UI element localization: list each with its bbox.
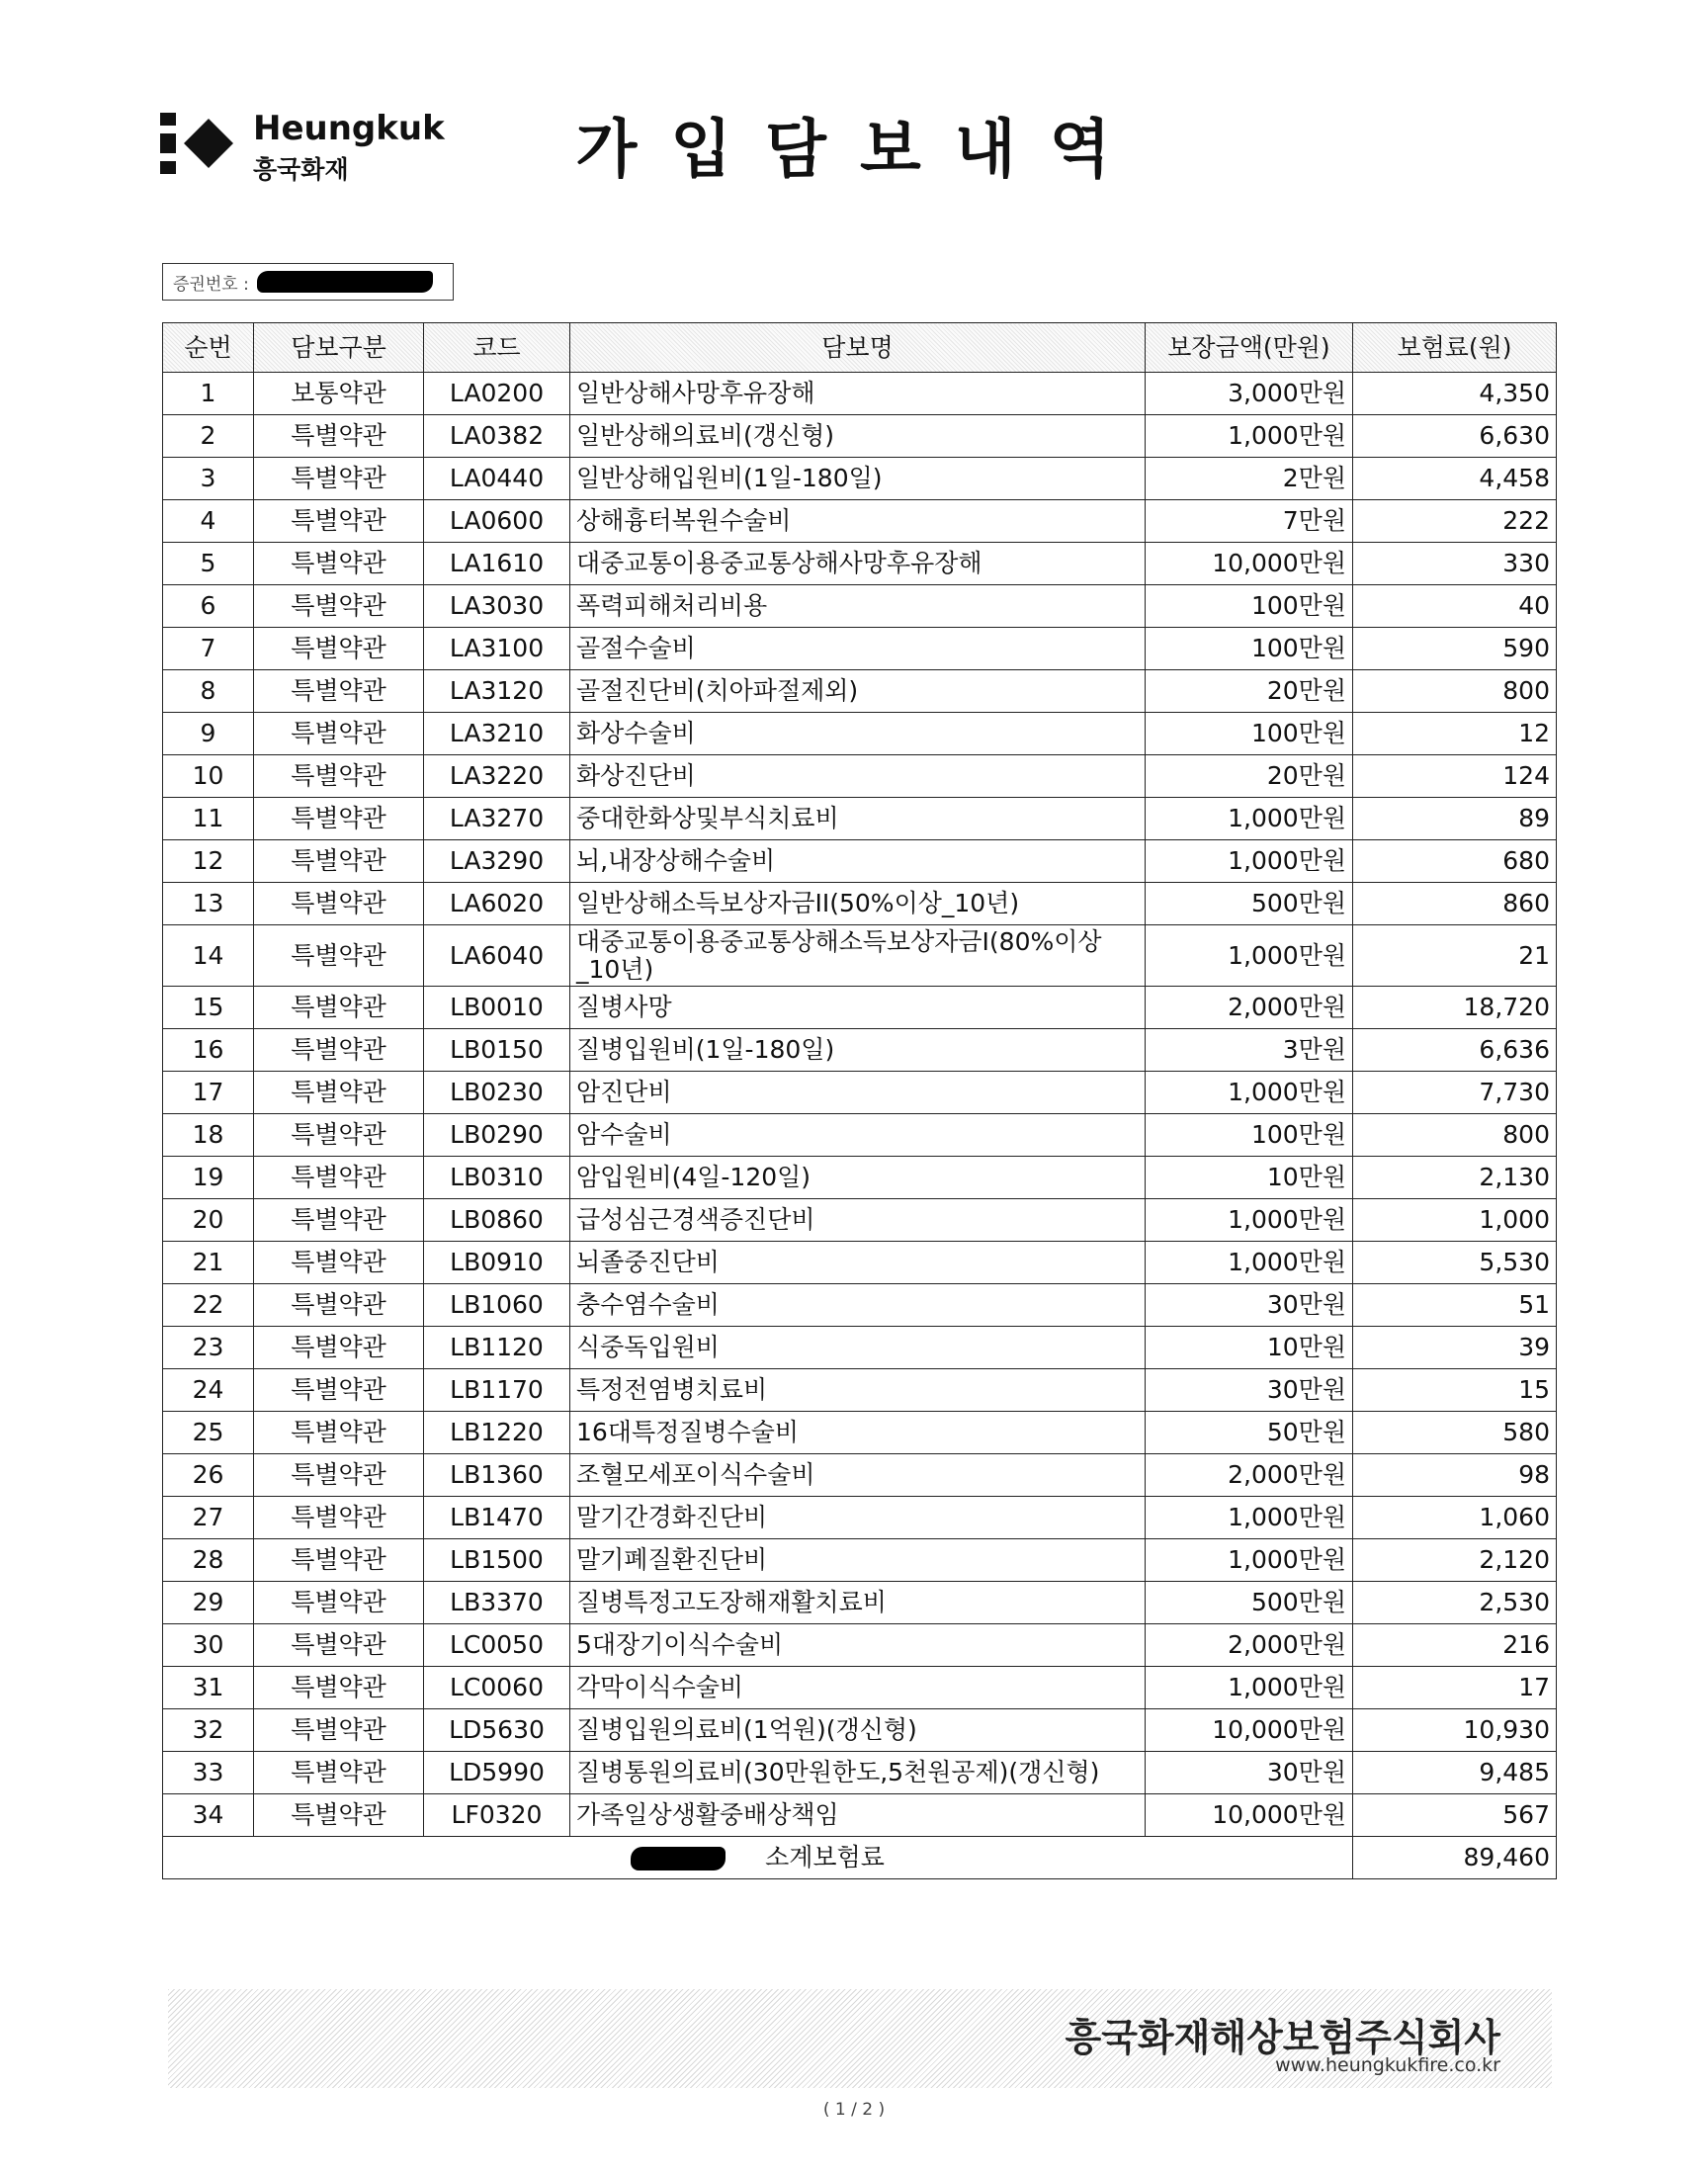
cell-name: 특정전염병치료비 (570, 1369, 1146, 1412)
cell-no: 33 (163, 1752, 254, 1794)
cell-amount: 7만원 (1146, 500, 1353, 543)
cell-amount: 30만원 (1146, 1752, 1353, 1794)
cell-name: 질병입원비(1일-180일) (570, 1029, 1146, 1072)
cell-no: 10 (163, 755, 254, 798)
cell-no: 7 (163, 628, 254, 670)
cell-amount: 10,000만원 (1146, 1794, 1353, 1837)
cell-name: 화상진단비 (570, 755, 1146, 798)
table-row (163, 1497, 1557, 1539)
cell-amount: 3,000만원 (1146, 373, 1353, 415)
cell-name: 각막이식수술비 (570, 1667, 1146, 1709)
table-row (163, 1369, 1557, 1412)
cell-premium: 860 (1353, 883, 1557, 925)
cell-type: 특별약관 (254, 458, 424, 500)
cell-name: 16대특정질병수술비 (570, 1412, 1146, 1454)
cell-type: 특별약관 (254, 1582, 424, 1624)
cell-amount: 30만원 (1146, 1284, 1353, 1327)
cell-amount: 10만원 (1146, 1157, 1353, 1199)
cell-type: 특별약관 (254, 415, 424, 458)
cell-no: 32 (163, 1709, 254, 1752)
cell-code: LA0600 (424, 500, 570, 543)
cell-type: 특별약관 (254, 1667, 424, 1709)
cell-premium: 2,130 (1353, 1157, 1557, 1199)
table-row (163, 1794, 1557, 1837)
cell-no: 8 (163, 670, 254, 713)
cell-amount: 2,000만원 (1146, 1454, 1353, 1497)
cell-code: LB1060 (424, 1284, 570, 1327)
table-row (163, 1709, 1557, 1752)
cell-type: 특별약관 (254, 500, 424, 543)
column-header-amount: 보장금액(만원) (1146, 323, 1353, 373)
cell-code: LA0382 (424, 415, 570, 458)
table-row (163, 500, 1557, 543)
cell-no: 21 (163, 1242, 254, 1284)
cell-premium: 18,720 (1353, 987, 1557, 1029)
cell-premium: 7,730 (1353, 1072, 1557, 1114)
cell-type: 특별약관 (254, 1157, 424, 1199)
table-row (163, 755, 1557, 798)
subtotal-label-cell (163, 1837, 1353, 1879)
cell-code: LF0320 (424, 1794, 570, 1837)
table-row (163, 1582, 1557, 1624)
cell-no: 12 (163, 840, 254, 883)
cell-code: LA1610 (424, 543, 570, 585)
table-row (163, 1412, 1557, 1454)
subtotal-row (163, 1837, 1557, 1879)
cell-type: 특별약관 (254, 1114, 424, 1157)
cell-amount: 20만원 (1146, 670, 1353, 713)
cell-type: 특별약관 (254, 543, 424, 585)
cell-no: 24 (163, 1369, 254, 1412)
redacted-policy-number (257, 271, 433, 293)
cell-name: 폭력피해처리비용 (570, 585, 1146, 628)
cell-amount: 100만원 (1146, 713, 1353, 755)
cell-premium: 21 (1353, 925, 1557, 987)
cell-premium: 15 (1353, 1369, 1557, 1412)
cell-amount: 1,000만원 (1146, 798, 1353, 840)
cell-amount: 500만원 (1146, 1582, 1353, 1624)
cell-type: 특별약관 (254, 1327, 424, 1369)
footer-company-url: www.heungkukfire.co.kr (1275, 2054, 1500, 2076)
cell-type: 특별약관 (254, 1624, 424, 1667)
cell-no: 14 (163, 925, 254, 987)
table-row (163, 670, 1557, 713)
table-row (163, 458, 1557, 500)
cell-no: 13 (163, 883, 254, 925)
table-row (163, 415, 1557, 458)
cell-code: LC0060 (424, 1667, 570, 1709)
cell-code: LB1220 (424, 1412, 570, 1454)
cell-code: LB0230 (424, 1072, 570, 1114)
cell-code: LA3270 (424, 798, 570, 840)
cell-no: 15 (163, 987, 254, 1029)
cell-type: 특별약관 (254, 628, 424, 670)
cell-code: LA6020 (424, 883, 570, 925)
cell-name: 중대한화상및부식치료비 (570, 798, 1146, 840)
table-row (163, 585, 1557, 628)
cell-type: 특별약관 (254, 798, 424, 840)
cell-type: 특별약관 (254, 670, 424, 713)
cell-type: 특별약관 (254, 840, 424, 883)
cell-amount: 100만원 (1146, 1114, 1353, 1157)
table-row (163, 840, 1557, 883)
cell-no: 2 (163, 415, 254, 458)
cell-type: 특별약관 (254, 1454, 424, 1497)
cell-amount: 100만원 (1146, 628, 1353, 670)
cell-amount: 10만원 (1146, 1327, 1353, 1369)
cell-no: 22 (163, 1284, 254, 1327)
cell-amount: 1,000만원 (1146, 840, 1353, 883)
cell-no: 17 (163, 1072, 254, 1114)
cell-code: LD5630 (424, 1709, 570, 1752)
cell-no: 18 (163, 1114, 254, 1157)
cell-premium: 5,530 (1353, 1242, 1557, 1284)
cell-code: LA6040 (424, 925, 570, 987)
document-title: 가입담보내역 (575, 114, 1145, 187)
heungkuk-logo-icon (160, 113, 235, 174)
cell-premium: 98 (1353, 1454, 1557, 1497)
cell-code: LA0200 (424, 373, 570, 415)
cell-premium: 2,120 (1353, 1539, 1557, 1582)
cell-code: LB1470 (424, 1497, 570, 1539)
cell-name: 일반상해사망후유장해 (570, 373, 1146, 415)
cell-type: 특별약관 (254, 1242, 424, 1284)
cell-type: 특별약관 (254, 1794, 424, 1837)
footer-band (168, 1989, 1552, 2088)
footer-company-name: 흥국화재해상보험주식회사 (1065, 2016, 1500, 2059)
table-row (163, 1199, 1557, 1242)
cell-premium: 17 (1353, 1667, 1557, 1709)
cell-premium: 216 (1353, 1624, 1557, 1667)
cell-premium: 6,636 (1353, 1029, 1557, 1072)
cell-amount: 1,000만원 (1146, 1539, 1353, 1582)
cell-code: LA3100 (424, 628, 570, 670)
cell-amount: 20만원 (1146, 755, 1353, 798)
cell-type: 특별약관 (254, 1709, 424, 1752)
cell-name: 뇌,내장상해수술비 (570, 840, 1146, 883)
page-number: ( 1 / 2 ) (822, 2100, 886, 2120)
cell-no: 27 (163, 1497, 254, 1539)
table-row (163, 1029, 1557, 1072)
cell-code: LA3210 (424, 713, 570, 755)
cell-premium: 124 (1353, 755, 1557, 798)
cell-amount: 2,000만원 (1146, 987, 1353, 1029)
cell-amount: 2만원 (1146, 458, 1353, 500)
cell-premium: 12 (1353, 713, 1557, 755)
cell-type: 특별약관 (254, 1072, 424, 1114)
cell-type: 특별약관 (254, 1539, 424, 1582)
cell-code: LC0050 (424, 1624, 570, 1667)
cell-code: LB0010 (424, 987, 570, 1029)
cell-no: 11 (163, 798, 254, 840)
cell-name: 대중교통이용중교통상해소득보상자금I(80%이상_10년) (570, 925, 1146, 987)
cell-name: 대중교통이용중교통상해사망후유장해 (570, 543, 1146, 585)
cell-name: 일반상해의료비(갱신형) (570, 415, 1146, 458)
cell-name: 급성심근경색증진단비 (570, 1199, 1146, 1242)
subtotal-value: 89,460 (1353, 1837, 1557, 1879)
coverage-table (162, 322, 1557, 1879)
cell-amount: 1,000만원 (1146, 1667, 1353, 1709)
cell-code: LB1120 (424, 1327, 570, 1369)
cell-type: 특별약관 (254, 1029, 424, 1072)
cell-amount: 100만원 (1146, 585, 1353, 628)
column-header-name: 담보명 (570, 323, 1146, 373)
table-row (163, 1114, 1557, 1157)
cell-no: 34 (163, 1794, 254, 1837)
cell-premium: 39 (1353, 1327, 1557, 1369)
table-row (163, 925, 1557, 987)
cell-code: LB1360 (424, 1454, 570, 1497)
cell-premium: 4,350 (1353, 373, 1557, 415)
cell-type: 특별약관 (254, 987, 424, 1029)
cell-premium: 1,000 (1353, 1199, 1557, 1242)
cell-code: LB0860 (424, 1199, 570, 1242)
company-logo (160, 107, 445, 186)
cell-amount: 3만원 (1146, 1029, 1353, 1072)
table-row (163, 1539, 1557, 1582)
column-header-type: 담보구분 (254, 323, 424, 373)
cell-premium: 590 (1353, 628, 1557, 670)
cell-type: 특별약관 (254, 925, 424, 987)
cell-code: LB1500 (424, 1539, 570, 1582)
cell-name: 가족일상생활중배상책임 (570, 1794, 1146, 1837)
cell-name: 일반상해소득보상자금II(50%이상_10년) (570, 883, 1146, 925)
cell-premium: 567 (1353, 1794, 1557, 1837)
cell-name: 질병사망 (570, 987, 1146, 1029)
cell-type: 특별약관 (254, 1199, 424, 1242)
cell-code: LB3370 (424, 1582, 570, 1624)
cell-no: 23 (163, 1327, 254, 1369)
cell-name: 질병특정고도장해재활치료비 (570, 1582, 1146, 1624)
subtotal-label: 소계보험료 (765, 1843, 885, 1871)
policy-number-box (162, 263, 454, 301)
cell-no: 5 (163, 543, 254, 585)
cell-name: 5대장기이식수술비 (570, 1624, 1146, 1667)
cell-name: 골절수술비 (570, 628, 1146, 670)
cell-name: 질병통원의료비(30만원한도,5천원공제)(갱신형) (570, 1752, 1146, 1794)
cell-no: 3 (163, 458, 254, 500)
cell-no: 1 (163, 373, 254, 415)
cell-type: 특별약관 (254, 713, 424, 755)
table-row (163, 883, 1557, 925)
cell-name: 식중독입원비 (570, 1327, 1146, 1369)
cell-premium: 9,485 (1353, 1752, 1557, 1794)
cell-premium: 4,458 (1353, 458, 1557, 500)
cell-name: 말기간경화진단비 (570, 1497, 1146, 1539)
cell-no: 25 (163, 1412, 254, 1454)
cell-no: 29 (163, 1582, 254, 1624)
column-header-no: 순번 (163, 323, 254, 373)
table-row (163, 628, 1557, 670)
coverage-table-body (163, 373, 1557, 1837)
table-row (163, 987, 1557, 1029)
cell-no: 26 (163, 1454, 254, 1497)
cell-code: LA3220 (424, 755, 570, 798)
cell-premium: 330 (1353, 543, 1557, 585)
cell-code: LB0310 (424, 1157, 570, 1199)
cell-name: 조혈모세포이식수술비 (570, 1454, 1146, 1497)
cell-amount: 30만원 (1146, 1369, 1353, 1412)
cell-no: 6 (163, 585, 254, 628)
cell-amount: 50만원 (1146, 1412, 1353, 1454)
cell-amount: 2,000만원 (1146, 1624, 1353, 1667)
cell-type: 특별약관 (254, 883, 424, 925)
cell-premium: 51 (1353, 1284, 1557, 1327)
table-row (163, 1242, 1557, 1284)
cell-premium: 1,060 (1353, 1497, 1557, 1539)
cell-code: LA3120 (424, 670, 570, 713)
cell-amount: 10,000만원 (1146, 1709, 1353, 1752)
brand-name-en: Heungkuk (253, 109, 445, 148)
cell-name: 암진단비 (570, 1072, 1146, 1114)
cell-no: 30 (163, 1624, 254, 1667)
cell-code: LB0150 (424, 1029, 570, 1072)
cell-name: 말기폐질환진단비 (570, 1539, 1146, 1582)
cell-premium: 10,930 (1353, 1709, 1557, 1752)
cell-premium: 6,630 (1353, 415, 1557, 458)
cell-premium: 580 (1353, 1412, 1557, 1454)
cell-type: 보통약관 (254, 373, 424, 415)
cell-amount: 1,000만원 (1146, 415, 1353, 458)
cell-no: 20 (163, 1199, 254, 1242)
cell-name: 충수염수술비 (570, 1284, 1146, 1327)
cell-no: 28 (163, 1539, 254, 1582)
cell-code: LB0910 (424, 1242, 570, 1284)
table-row (163, 798, 1557, 840)
table-row (163, 1752, 1557, 1794)
cell-amount: 1,000만원 (1146, 1072, 1353, 1114)
cell-amount: 500만원 (1146, 883, 1353, 925)
table-row (163, 1072, 1557, 1114)
cell-type: 특별약관 (254, 1497, 424, 1539)
table-row (163, 1624, 1557, 1667)
cell-name: 상해흉터복원수술비 (570, 500, 1146, 543)
cell-type: 특별약관 (254, 585, 424, 628)
cell-no: 9 (163, 713, 254, 755)
policy-number-label: 증권번호 : (173, 274, 249, 295)
table-row (163, 1667, 1557, 1709)
cell-no: 4 (163, 500, 254, 543)
brand-name-ko: 흥국화재 (253, 155, 349, 184)
cell-code: LB1170 (424, 1369, 570, 1412)
table-row (163, 713, 1557, 755)
cell-name: 질병입원의료비(1억원)(갱신형) (570, 1709, 1146, 1752)
cell-type: 특별약관 (254, 1369, 424, 1412)
cell-name: 화상수술비 (570, 713, 1146, 755)
column-header-code: 코드 (424, 323, 570, 373)
table-row (163, 373, 1557, 415)
cell-premium: 2,530 (1353, 1582, 1557, 1624)
table-row (163, 543, 1557, 585)
cell-no: 16 (163, 1029, 254, 1072)
cell-type: 특별약관 (254, 1284, 424, 1327)
table-row (163, 1454, 1557, 1497)
cell-type: 특별약관 (254, 1752, 424, 1794)
table-row (163, 1157, 1557, 1199)
cell-premium: 222 (1353, 500, 1557, 543)
cell-amount: 1,000만원 (1146, 1497, 1353, 1539)
cell-name: 암수술비 (570, 1114, 1146, 1157)
column-header-premium: 보험료(원) (1353, 323, 1557, 373)
redacted-subtotal-info (631, 1847, 726, 1870)
cell-code: LD5990 (424, 1752, 570, 1794)
cell-code: LA3290 (424, 840, 570, 883)
cell-name: 골절진단비(치아파절제외) (570, 670, 1146, 713)
cell-premium: 680 (1353, 840, 1557, 883)
cell-no: 19 (163, 1157, 254, 1199)
cell-premium: 89 (1353, 798, 1557, 840)
cell-amount: 1,000만원 (1146, 1199, 1353, 1242)
cell-code: LA0440 (424, 458, 570, 500)
cell-name: 암입원비(4일-120일) (570, 1157, 1146, 1199)
cell-code: LA3030 (424, 585, 570, 628)
cell-amount: 1,000만원 (1146, 925, 1353, 987)
cell-no: 31 (163, 1667, 254, 1709)
cell-premium: 800 (1353, 670, 1557, 713)
cell-amount: 10,000만원 (1146, 543, 1353, 585)
cell-amount: 1,000만원 (1146, 1242, 1353, 1284)
cell-type: 특별약관 (254, 1412, 424, 1454)
cell-type: 특별약관 (254, 755, 424, 798)
cell-name: 일반상해입원비(1일-180일) (570, 458, 1146, 500)
cell-premium: 800 (1353, 1114, 1557, 1157)
table-row (163, 1284, 1557, 1327)
cell-premium: 40 (1353, 585, 1557, 628)
cell-code: LB0290 (424, 1114, 570, 1157)
table-row (163, 1327, 1557, 1369)
cell-name: 뇌졸중진단비 (570, 1242, 1146, 1284)
table-header-row (163, 323, 1557, 373)
